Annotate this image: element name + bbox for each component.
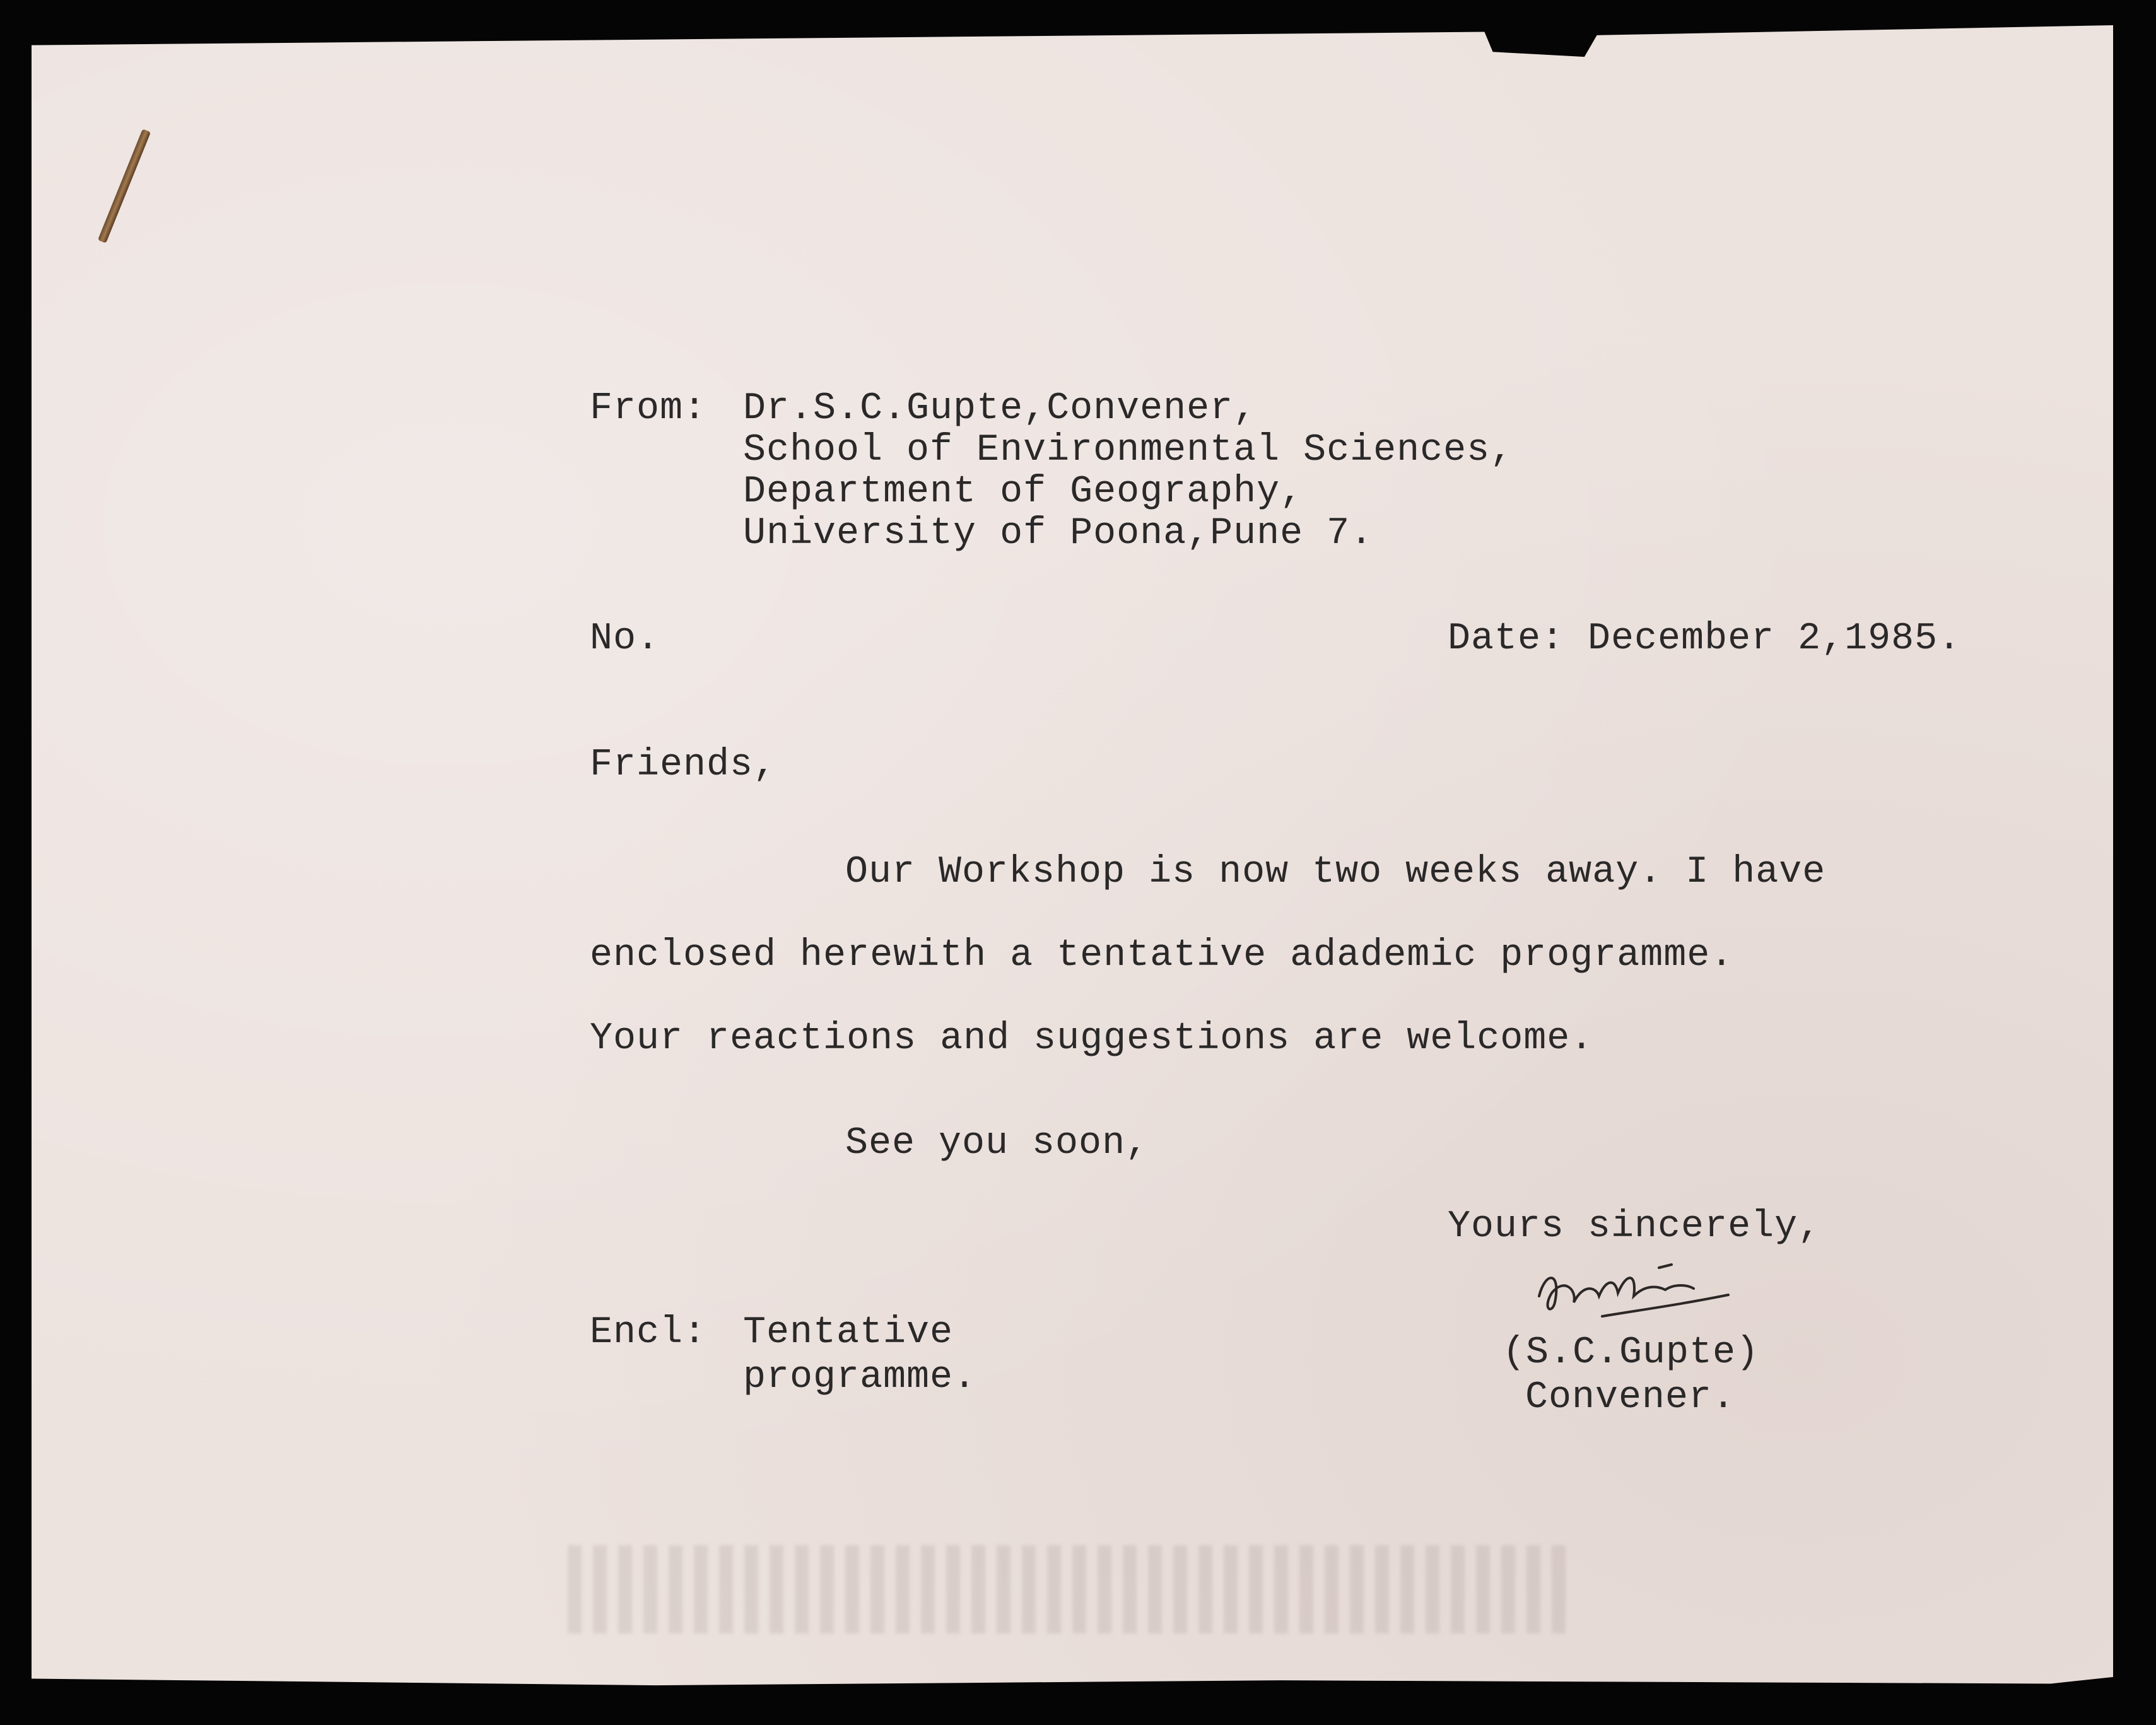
show-through-text [568, 1545, 1577, 1634]
from-school: School of Environmental Sciences, [743, 429, 1514, 472]
enclosure-line-1: Tentative [743, 1311, 954, 1354]
salutation: Friends, [590, 744, 777, 786]
signer-title: Convener. [1525, 1376, 1736, 1419]
enclosure-line-2: programme. [743, 1356, 977, 1399]
body-line-1: Our Workshop is now two weeks away. I have [845, 851, 1826, 894]
from-department: Department of Geography, [743, 471, 1304, 513]
closing: Yours sincerely, [1448, 1205, 1822, 1248]
number-label: No. [590, 617, 660, 660]
from-name: Dr.S.C.Gupte,Convener, [743, 387, 1257, 430]
from-label: From: [590, 387, 707, 430]
body-line-2: enclosed herewith a tentative adademic programme. [590, 934, 1734, 977]
enclosure-label: Encl: [590, 1311, 707, 1354]
see-you-soon: See you soon, [845, 1122, 1149, 1165]
from-university: University of Poona,Pune 7. [743, 512, 1374, 555]
signature [1526, 1258, 1741, 1328]
signer-name: (S.C.Gupte) [1503, 1331, 1760, 1374]
letter-date: Date: December 2,1985. [1448, 617, 1962, 660]
body-line-3: Your reactions and suggestions are welcome. [590, 1017, 1594, 1060]
